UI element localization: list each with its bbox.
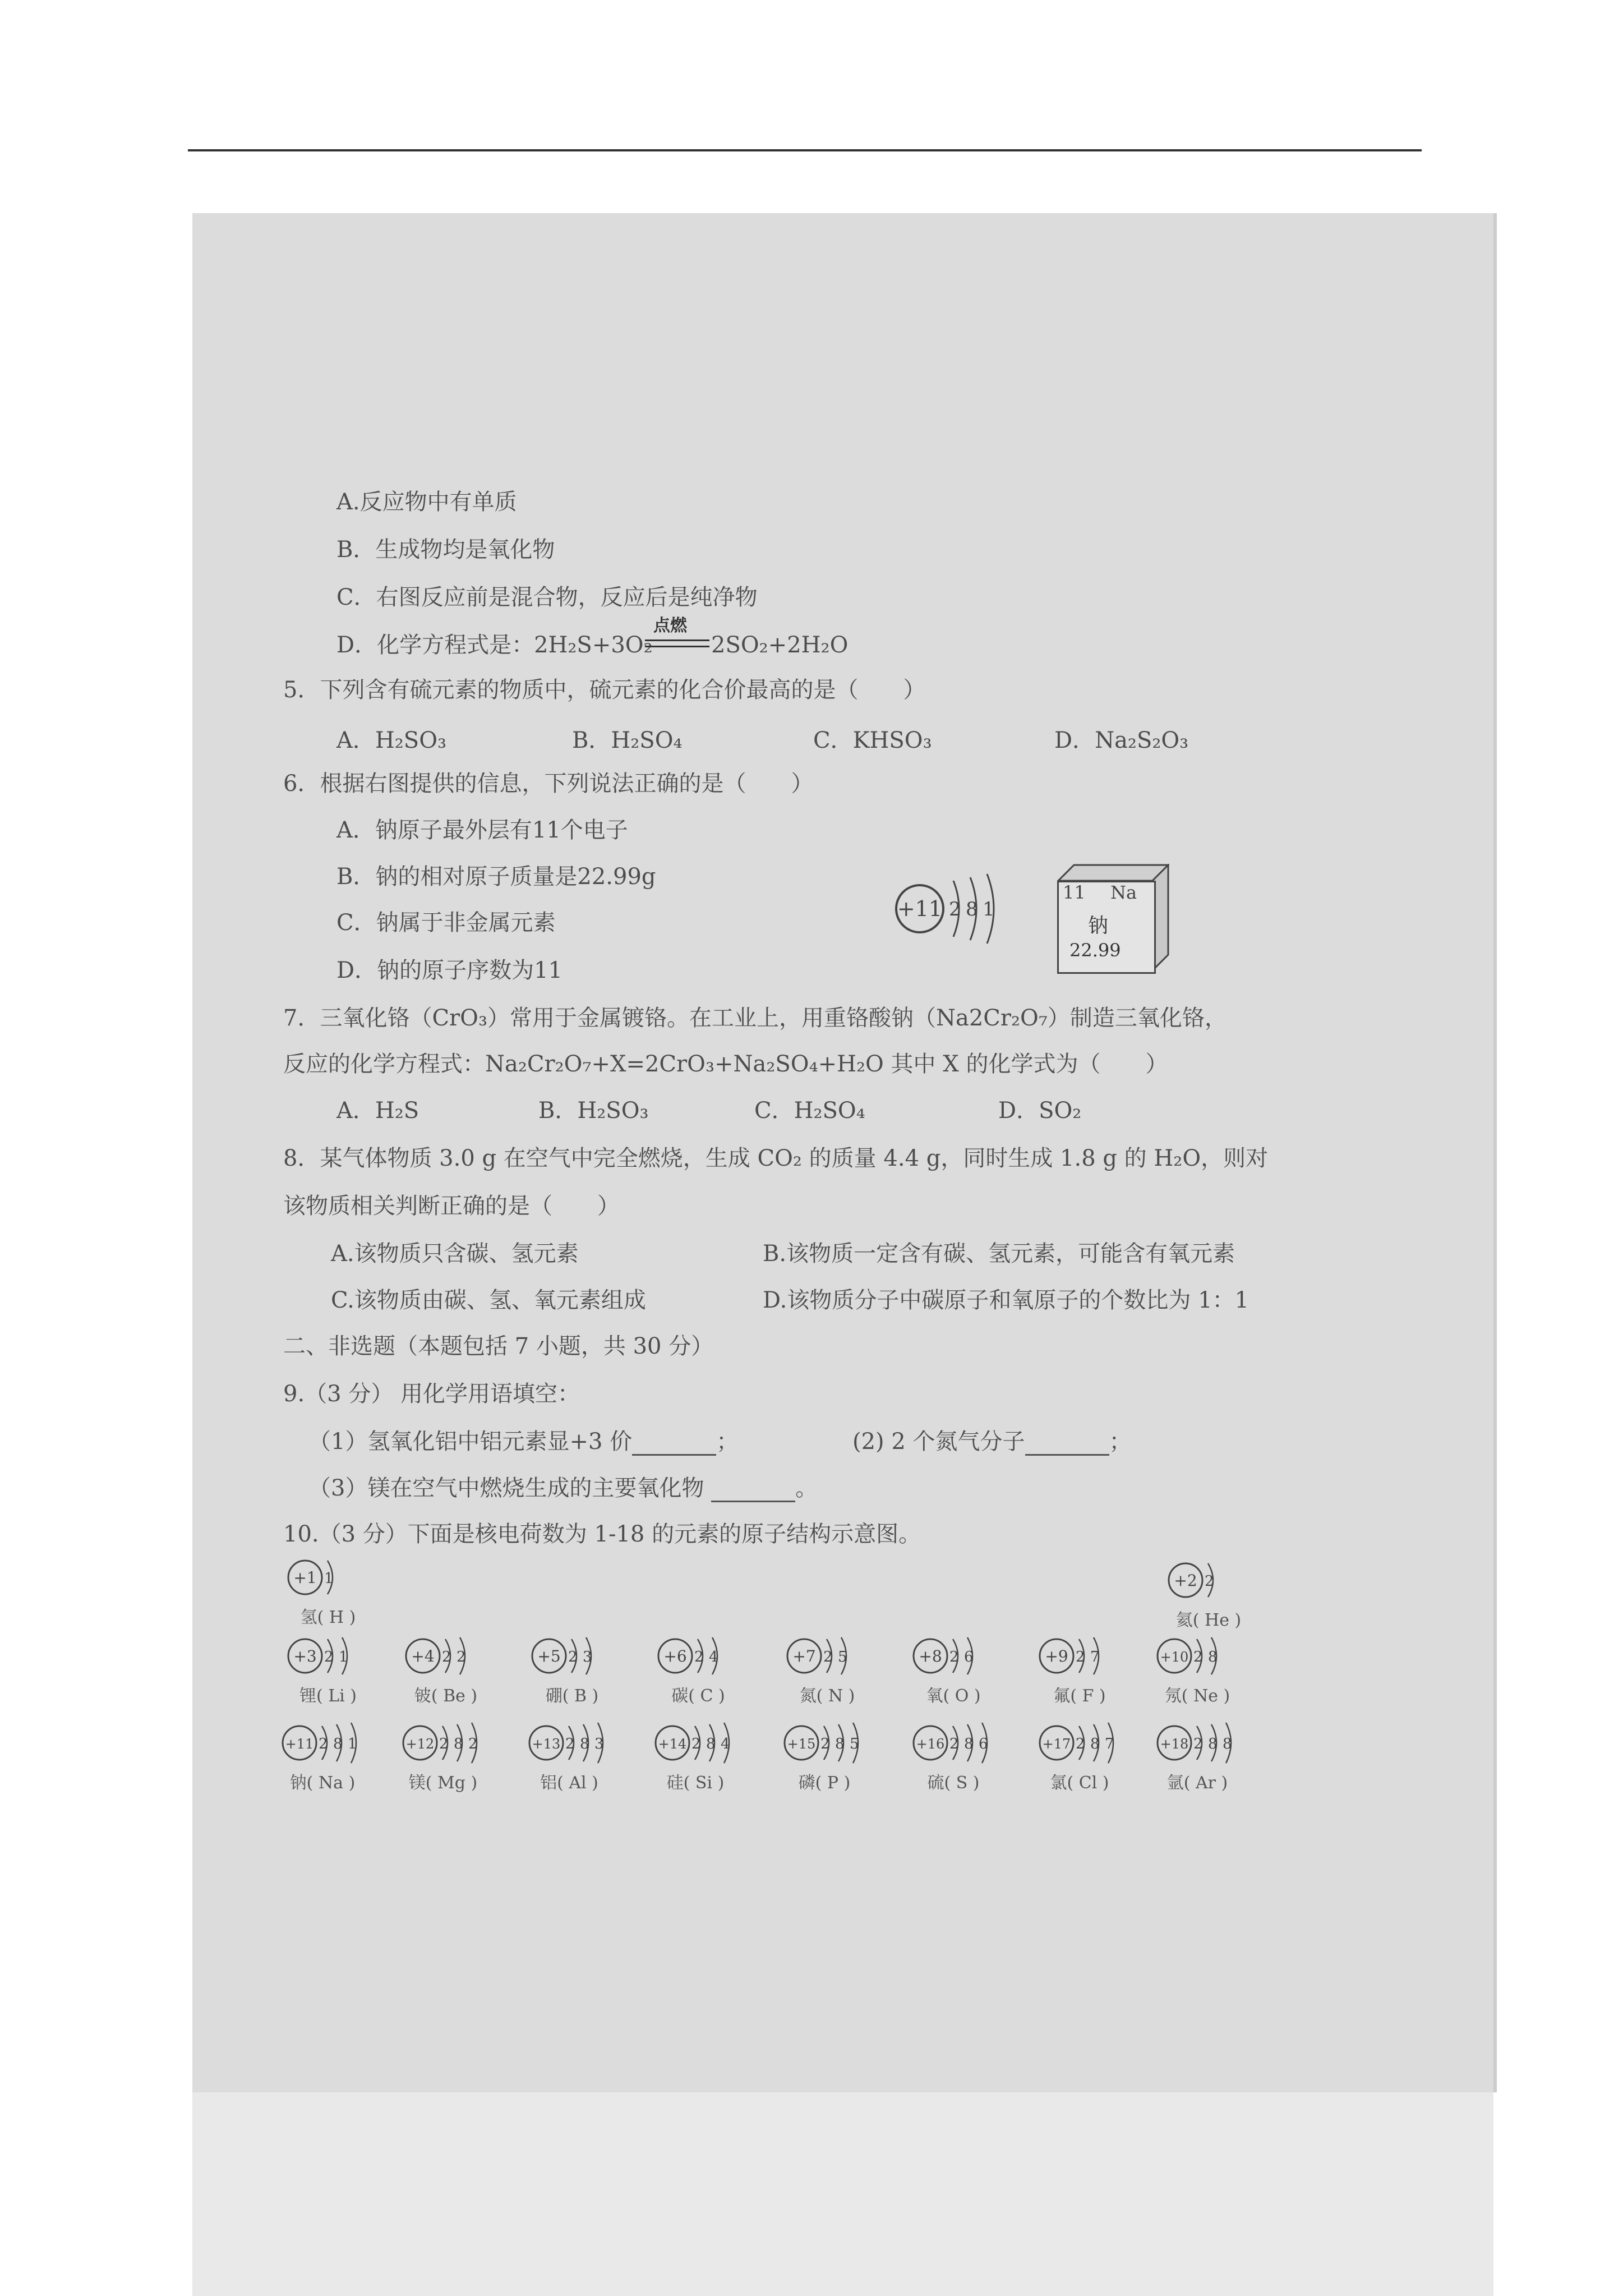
- electron-count: 7: [1105, 1736, 1114, 1752]
- sodium-shell-3: 1: [983, 898, 995, 921]
- q6-option-c: C．钠属于非金属元素: [336, 910, 556, 936]
- q5-option-d: D．Na₂S₂O₃: [1054, 728, 1189, 753]
- atom-structure-icon: [785, 1632, 880, 1683]
- electron-count: 3: [594, 1736, 604, 1752]
- q9-part-3-end: 。: [795, 1475, 818, 1501]
- electron-count: 8: [835, 1736, 845, 1752]
- electron-count: 2: [468, 1736, 478, 1752]
- q9-part-2: [852, 1428, 1132, 1456]
- atom-structure-icon: [280, 1719, 376, 1770]
- atomic-number: 11: [1063, 882, 1086, 903]
- atom-diagram: [1155, 1719, 1245, 1803]
- element-label: 钠( Na ): [289, 1773, 356, 1793]
- electron-count: 2: [823, 1649, 833, 1665]
- nucleus-charge: +10: [1160, 1649, 1189, 1665]
- nucleus-charge: +14: [658, 1736, 687, 1752]
- q6-option-b: B．钠的相对原子质量是22.99g: [336, 864, 656, 890]
- atom-diagram: [527, 1719, 617, 1803]
- sodium-shell-2: 8: [966, 898, 978, 921]
- nucleus-charge: +12: [405, 1736, 435, 1752]
- q5-option-b: B．H₂SO₄: [572, 728, 683, 753]
- element-label: 碳( C ): [671, 1686, 725, 1706]
- atom-structure-icon: [286, 1554, 381, 1604]
- electron-count: 2: [1193, 1649, 1203, 1665]
- q7-line-2: 反应的化学方程式：Na₂Cr₂O₇+X=2CrO₃+Na₂SO₄+H₂O 其中 X 的化学式为（ ）: [283, 1051, 1168, 1077]
- atom-diagram: [286, 1554, 376, 1638]
- atom-structure-icon: [1155, 1719, 1251, 1770]
- atomic-mass: 22.99: [1069, 940, 1121, 961]
- equation-arrow: [645, 639, 709, 647]
- q4-option-d-prefix: D．化学方程式是：2H₂S+3O₂: [336, 632, 653, 658]
- nucleus-charge: +1: [293, 1568, 317, 1587]
- header-rule: [188, 149, 1422, 151]
- element-label: 铍( Be ): [414, 1686, 478, 1706]
- q9-part-3-blank[interactable]: [711, 1480, 795, 1502]
- element-label: 镁( Mg ): [408, 1773, 478, 1793]
- q10-stem: 10.（3 分）下面是核电荷数为 1-18 的元素的原子结构示意图。: [283, 1521, 921, 1547]
- electron-count: 6: [964, 1649, 974, 1665]
- electron-count: 8: [706, 1736, 716, 1752]
- atom-structure-icon: [527, 1719, 623, 1770]
- electron-count: 8: [454, 1736, 463, 1752]
- reaction-condition: 点燃: [653, 616, 687, 636]
- element-label: 氩( Ar ): [1166, 1773, 1228, 1793]
- electron-count: 2: [1076, 1649, 1085, 1665]
- atom-diagram: [1038, 1632, 1127, 1717]
- q9-part-1-blank[interactable]: [632, 1434, 716, 1456]
- sodium-shell-1: 2: [949, 898, 961, 921]
- electron-count: 2: [820, 1736, 830, 1752]
- nucleus-charge: +6: [663, 1647, 687, 1665]
- electron-count: 2: [324, 1649, 334, 1665]
- electron-count: 8: [1090, 1736, 1100, 1752]
- electron-count: 2: [1205, 1573, 1214, 1590]
- electron-count: 8: [1223, 1736, 1232, 1752]
- q9-part-2-text: (2) 2 个氮气分子: [852, 1429, 1025, 1455]
- atom-diagram: [280, 1719, 370, 1803]
- q7-option-d: D．SO₂: [998, 1098, 1082, 1124]
- atom-diagram: [653, 1719, 743, 1803]
- q7-option-b: B．H₂SO₃: [538, 1098, 649, 1124]
- q5-option-a: A．H₂SO₃: [336, 728, 447, 753]
- atom-diagram: [911, 1632, 1001, 1717]
- q8-line-1: 8．某气体物质 3.0 g 在空气中完全燃烧，生成 CO₂ 的质量 4.4 g，同时生成 1.8 g 的 H₂O，则对: [283, 1145, 1269, 1171]
- scanned-page-lower: [192, 2092, 1493, 2296]
- q7-option-c: C．H₂SO₄: [754, 1098, 865, 1124]
- sodium-atom-structure: [892, 869, 1015, 948]
- atom-structure-icon: [1166, 1557, 1262, 1607]
- electron-count: 2: [1076, 1736, 1085, 1752]
- element-label: 氧( O ): [926, 1686, 981, 1706]
- element-label: 氢( H ): [300, 1608, 356, 1627]
- atom-structure-icon: [911, 1719, 1007, 1770]
- element-label: 氟( F ): [1053, 1686, 1106, 1706]
- atom-structure-icon: [653, 1719, 749, 1770]
- q6-stem: 6．根据右图提供的信息，下列说法正确的是（ ）: [283, 771, 814, 797]
- q8-option-a: A.该物质只含碳、氢元素: [331, 1241, 579, 1267]
- nucleus-charge: +17: [1042, 1736, 1071, 1752]
- q8-option-d: D.该物质分子中碳原子和氧原子的个数比为 1：1: [763, 1287, 1249, 1313]
- q4-option-d-suffix: 2SO₂+2H₂O: [711, 632, 849, 658]
- element-label: 铝( Al ): [540, 1773, 598, 1793]
- element-label: 磷( P ): [798, 1773, 851, 1793]
- nucleus-charge: +7: [792, 1647, 816, 1665]
- q7-option-a: A．H₂S: [336, 1098, 419, 1124]
- electron-count: 2: [691, 1736, 701, 1752]
- atom-structure-icon: [286, 1632, 381, 1683]
- electron-count: 8: [1208, 1649, 1218, 1665]
- electron-count: 1: [339, 1649, 348, 1665]
- electron-count: 2: [319, 1736, 328, 1752]
- element-label: 硅( Si ): [666, 1773, 725, 1793]
- q6-option-a: A．钠原子最外层有11个电子: [336, 817, 628, 843]
- atom-structure-icon: [1155, 1632, 1251, 1683]
- q9-part-2-blank[interactable]: [1025, 1434, 1109, 1456]
- q9-part-1-end: ；: [716, 1429, 739, 1455]
- electron-count: 2: [1193, 1736, 1203, 1752]
- atom-structure-icon: [782, 1719, 878, 1770]
- nucleus-charge: +18: [1160, 1736, 1189, 1752]
- nucleus-charge: +2: [1174, 1571, 1197, 1590]
- element-label: 氖( Ne ): [1164, 1686, 1230, 1706]
- nucleus-charge: +11: [285, 1736, 314, 1752]
- atom-diagram: [404, 1632, 494, 1717]
- q9-part-3: [308, 1474, 818, 1502]
- atom-structure-icon: [401, 1719, 496, 1770]
- q9-part-3-text: （3）镁在空气中燃烧生成的主要氧化物: [308, 1475, 704, 1501]
- element-name: 钠: [1088, 914, 1109, 937]
- electron-count: 7: [1090, 1649, 1100, 1665]
- electron-count: 2: [568, 1649, 578, 1665]
- section-2-heading: 二、非选题（本题包括 7 小题，共 30 分）: [283, 1333, 714, 1359]
- q9-stem: 9.（3 分） 用化学用语填空：: [283, 1381, 580, 1407]
- electron-count: 1: [324, 1570, 334, 1587]
- q9-part-1-text: （1）氢氧化铝中铝元素显+3 价: [308, 1429, 633, 1455]
- electron-count: 2: [439, 1736, 449, 1752]
- element-label: 硼( B ): [545, 1686, 599, 1706]
- q4-option-c: C．右图反应前是混合物，反应后是纯净物: [336, 585, 758, 610]
- electron-count: 2: [442, 1649, 451, 1665]
- element-symbol: Na: [1110, 882, 1137, 903]
- nucleus-charge: +3: [293, 1647, 317, 1665]
- electron-count: 8: [580, 1736, 589, 1752]
- nucleus-charge: +15: [787, 1736, 816, 1752]
- q5-stem: 5．下列含有硫元素的物质中，硫元素的化合价最高的是（ ）: [283, 677, 926, 703]
- element-label: 氮( N ): [799, 1686, 855, 1706]
- nucleus-charge: +5: [537, 1647, 561, 1665]
- electron-count: 3: [583, 1649, 592, 1665]
- electron-count: 5: [838, 1649, 847, 1665]
- atom-structure-icon: [1038, 1719, 1133, 1770]
- q9-part-2-end: ；: [1109, 1429, 1132, 1455]
- atom-diagram: [1038, 1719, 1127, 1803]
- nucleus-charge: +13: [532, 1736, 561, 1752]
- atom-diagram: [401, 1719, 491, 1803]
- electron-count: 2: [457, 1649, 466, 1665]
- atom-diagram: [530, 1632, 620, 1717]
- electron-count: 8: [333, 1736, 343, 1752]
- atom-structure-icon: [1038, 1632, 1133, 1683]
- atom-structure-icon: [911, 1632, 1007, 1683]
- atom-structure-icon: [404, 1632, 499, 1683]
- element-label: 氦( He ): [1175, 1611, 1242, 1630]
- nucleus-charge: +16: [916, 1736, 945, 1752]
- electron-count: 2: [949, 1649, 959, 1665]
- element-label: 锂( Li ): [299, 1686, 357, 1706]
- electron-count: 4: [721, 1736, 730, 1752]
- q8-line-2: 该物质相关判断正确的是（ ）: [283, 1193, 620, 1219]
- atom-diagram: [911, 1719, 1001, 1803]
- sodium-element-cell: [1057, 864, 1169, 970]
- electron-count: 5: [850, 1736, 859, 1752]
- atom-diagram: [656, 1632, 746, 1717]
- atom-structure-icon: [530, 1632, 625, 1683]
- nucleus-charge: +9: [1045, 1647, 1068, 1665]
- electron-count: 6: [979, 1736, 988, 1752]
- electron-count: 4: [709, 1649, 718, 1665]
- q6-option-d: D．钠的原子序数为11: [336, 958, 562, 983]
- q8-option-c: C.该物质由碳、氢、氧元素组成: [331, 1287, 646, 1313]
- sodium-atom-diagram: [892, 869, 1015, 948]
- atom-structure-icon: [656, 1632, 751, 1683]
- element-label: 硫( S ): [927, 1773, 980, 1793]
- q5-option-c: C．KHSO₃: [813, 728, 932, 753]
- atom-diagram: [286, 1632, 376, 1717]
- electron-count: 2: [694, 1649, 704, 1665]
- electron-count: 8: [964, 1736, 974, 1752]
- q8-option-b: B.该物质一定含有碳、氢元素，可能含有氧元素: [763, 1241, 1235, 1267]
- electron-count: 1: [348, 1736, 357, 1752]
- q9-part-1: [308, 1428, 739, 1456]
- q7-line-1: 7．三氧化铬（CrO₃）常用于金属镀铬。在工业上，用重铬酸钠（Na2Cr₂O₇）制造三氧化铬，: [283, 1005, 1227, 1031]
- electron-count: 2: [565, 1736, 575, 1752]
- electron-count: 2: [949, 1736, 959, 1752]
- atom-diagram: [782, 1719, 872, 1803]
- q4-option-a: A.反应物中有单质: [336, 489, 517, 515]
- atom-diagram: [1155, 1632, 1245, 1717]
- electron-count: 8: [1208, 1736, 1218, 1752]
- atom-diagram: [785, 1632, 875, 1717]
- element-label: 氯( Cl ): [1050, 1773, 1109, 1793]
- atom-diagram: [1166, 1557, 1256, 1641]
- q4-option-b: B．生成物均是氧化物: [336, 537, 555, 563]
- sodium-nucleus: +11: [897, 896, 943, 921]
- nucleus-charge: +8: [919, 1647, 942, 1665]
- nucleus-charge: +4: [411, 1647, 435, 1665]
